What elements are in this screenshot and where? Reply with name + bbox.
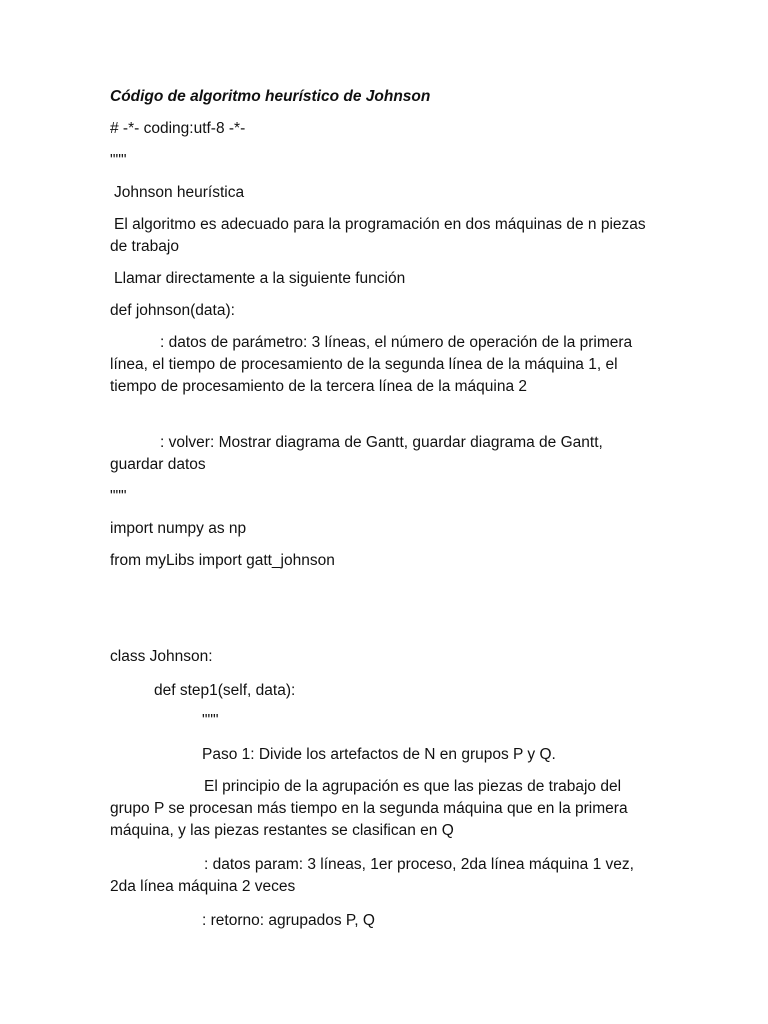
doc-param-datos-step1: : datos param: 3 líneas, 1er proceso, 2da línea máquina 1 vez, 2da línea máquina 2 veces [110, 856, 634, 895]
code-line-class-johnson: class Johnson: [110, 648, 213, 665]
doc-return-step1: : retorno: agrupados P, Q [202, 912, 375, 929]
code-line-coding: # -*- coding:utf-8 -*- [110, 120, 246, 137]
doc-text-paso1: Paso 1: Divide los artefactos de N en grupos P y Q. [202, 746, 556, 763]
code-line-def-step1: def step1(self, data): [154, 682, 296, 699]
step1-docstring-open: """ [202, 712, 219, 729]
docstring-close: """ [110, 488, 127, 505]
code-line-def-johnson: def johnson(data): [110, 302, 235, 319]
doc-text-johnson-heuristica: Johnson heurística [114, 184, 245, 201]
doc-text-algoritmo: El algoritmo es adecuado para la programación en dos máquinas de n piezas de trabajo [110, 216, 646, 255]
doc-return-volver: : volver: Mostrar diagrama de Gantt, guardar diagrama de Gantt, guardar datos [110, 434, 603, 473]
doc-text-principio: El principio de la agrupación es que las piezas de trabajo del grupo P se procesan más tiempo en la segunda máquina que en la primera máquina, y las piezas restantes se clasifican en Q [110, 778, 628, 839]
docstring-open: """ [110, 152, 127, 169]
doc-text-llamar: Llamar directamente a la siguiente función [114, 270, 406, 287]
doc-param-datos: : datos de parámetro: 3 líneas, el número de operación de la primera línea, el tiempo de procesamiento de la segunda línea de la máquina 1, el tiempo de procesamiento de la tercera línea de la máquina 2 [110, 334, 633, 395]
code-line-import-numpy: import numpy as np [110, 520, 247, 537]
document-title: Código de algoritmo heurístico de Johnson [110, 88, 431, 105]
code-line-import-mylibs: from myLibs import gatt_johnson [110, 552, 335, 569]
